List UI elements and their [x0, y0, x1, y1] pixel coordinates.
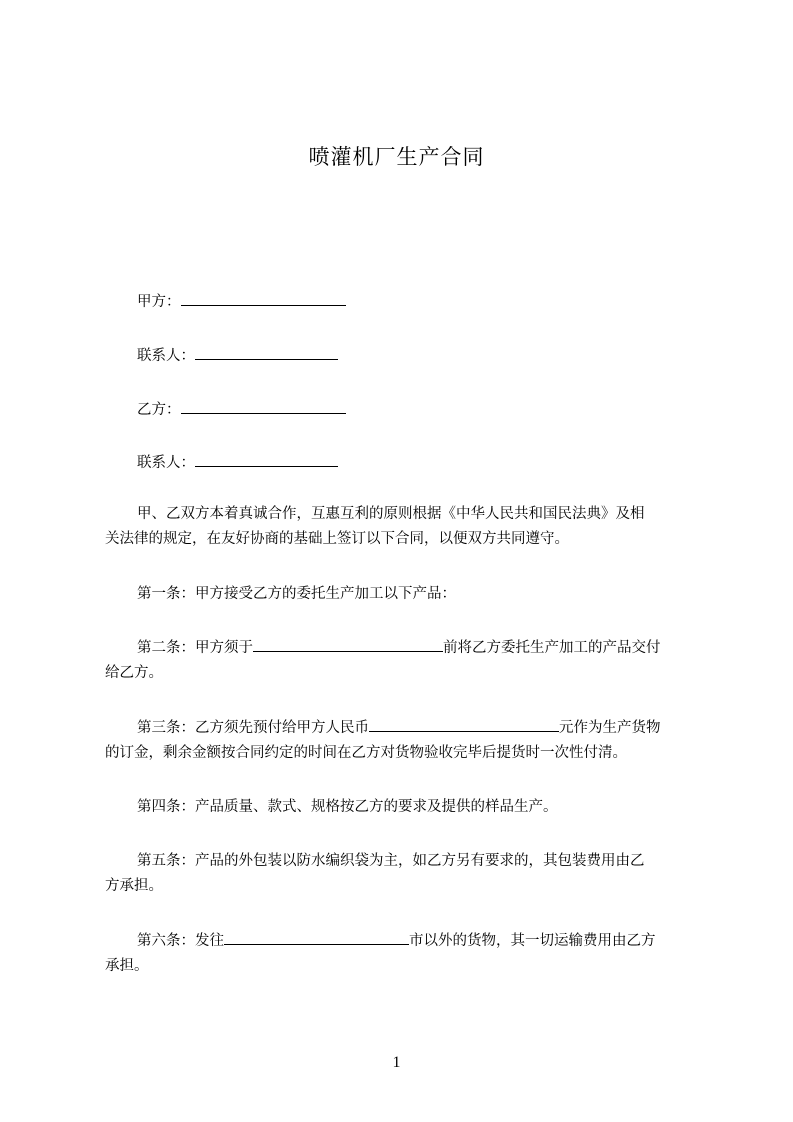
- article-5-line-2: 方承担。: [105, 878, 163, 894]
- page-number: 1: [392, 1054, 401, 1071]
- party-a-row: [137, 291, 346, 312]
- article-5-line-1: 第五条：产品的外包装以防水编织袋为主，如乙方另有要求的，其包装费用由乙: [137, 853, 645, 869]
- article-3: [105, 716, 703, 766]
- article-1: [105, 582, 703, 607]
- article-6-line-1: [105, 929, 703, 954]
- document-title: 喷灌机厂生产合同: [308, 145, 485, 169]
- party-a-contact-blank[interactable]: [195, 345, 338, 360]
- article-3-prefix: 第三条：乙方须先预付给甲方人民币: [137, 720, 369, 736]
- article-1-line-1: 第一条：甲方接受乙方的委托生产加工以下产品：: [137, 586, 456, 602]
- article-2: [105, 636, 703, 686]
- party-b-contact-label: 联系人：: [137, 455, 195, 471]
- party-a-blank[interactable]: [181, 291, 346, 306]
- party-b-contact-row: [137, 452, 338, 473]
- article-4-line-1: 第四条：产品质量、款式、规格按乙方的要求及提供的样品生产。: [137, 799, 558, 815]
- article-3-line-2: 的订金，剩余金额按合同约定的时间在乙方对货物验收完毕后提货时一次性付清。: [105, 745, 627, 761]
- article-6: [105, 929, 703, 979]
- article-5: [105, 849, 703, 899]
- article-2-suffix: 前将乙方委托生产加工的产品交付: [443, 640, 661, 656]
- party-a-contact-row: [137, 345, 338, 366]
- preamble-paragraph: [105, 502, 703, 552]
- party-b-contact-blank[interactable]: [195, 452, 338, 467]
- article-6-city-blank[interactable]: [224, 930, 409, 945]
- article-6-line-2: 承担。: [105, 958, 149, 974]
- article-3-amount-blank[interactable]: [369, 717, 559, 732]
- article-6-prefix: 第六条：发往: [137, 933, 224, 949]
- party-a-contact-label: 联系人：: [137, 348, 195, 364]
- preamble-line-1: 甲、乙双方本着真诚合作，互惠互利的原则根据《中华人民共和国民法典》及相: [137, 506, 645, 522]
- article-2-prefix: 第二条：甲方须于: [137, 640, 253, 656]
- article-2-line-1: [105, 636, 703, 661]
- article-3-suffix: 元作为生产货物: [559, 720, 661, 736]
- party-b-label: 乙方：: [137, 402, 181, 418]
- article-4: [105, 795, 703, 820]
- article-2-line-2: 给乙方。: [105, 665, 163, 681]
- party-b-row: [137, 399, 346, 420]
- article-6-suffix: 市以外的货物，其一切运输费用由乙方: [409, 933, 656, 949]
- party-a-label: 甲方：: [137, 294, 181, 310]
- article-3-line-1: [105, 716, 703, 741]
- article-2-date-blank[interactable]: [253, 637, 443, 652]
- party-b-blank[interactable]: [181, 399, 346, 414]
- preamble-line-2: 关法律的规定，在友好协商的基础上签订以下合同，以便双方共同遵守。: [105, 531, 569, 547]
